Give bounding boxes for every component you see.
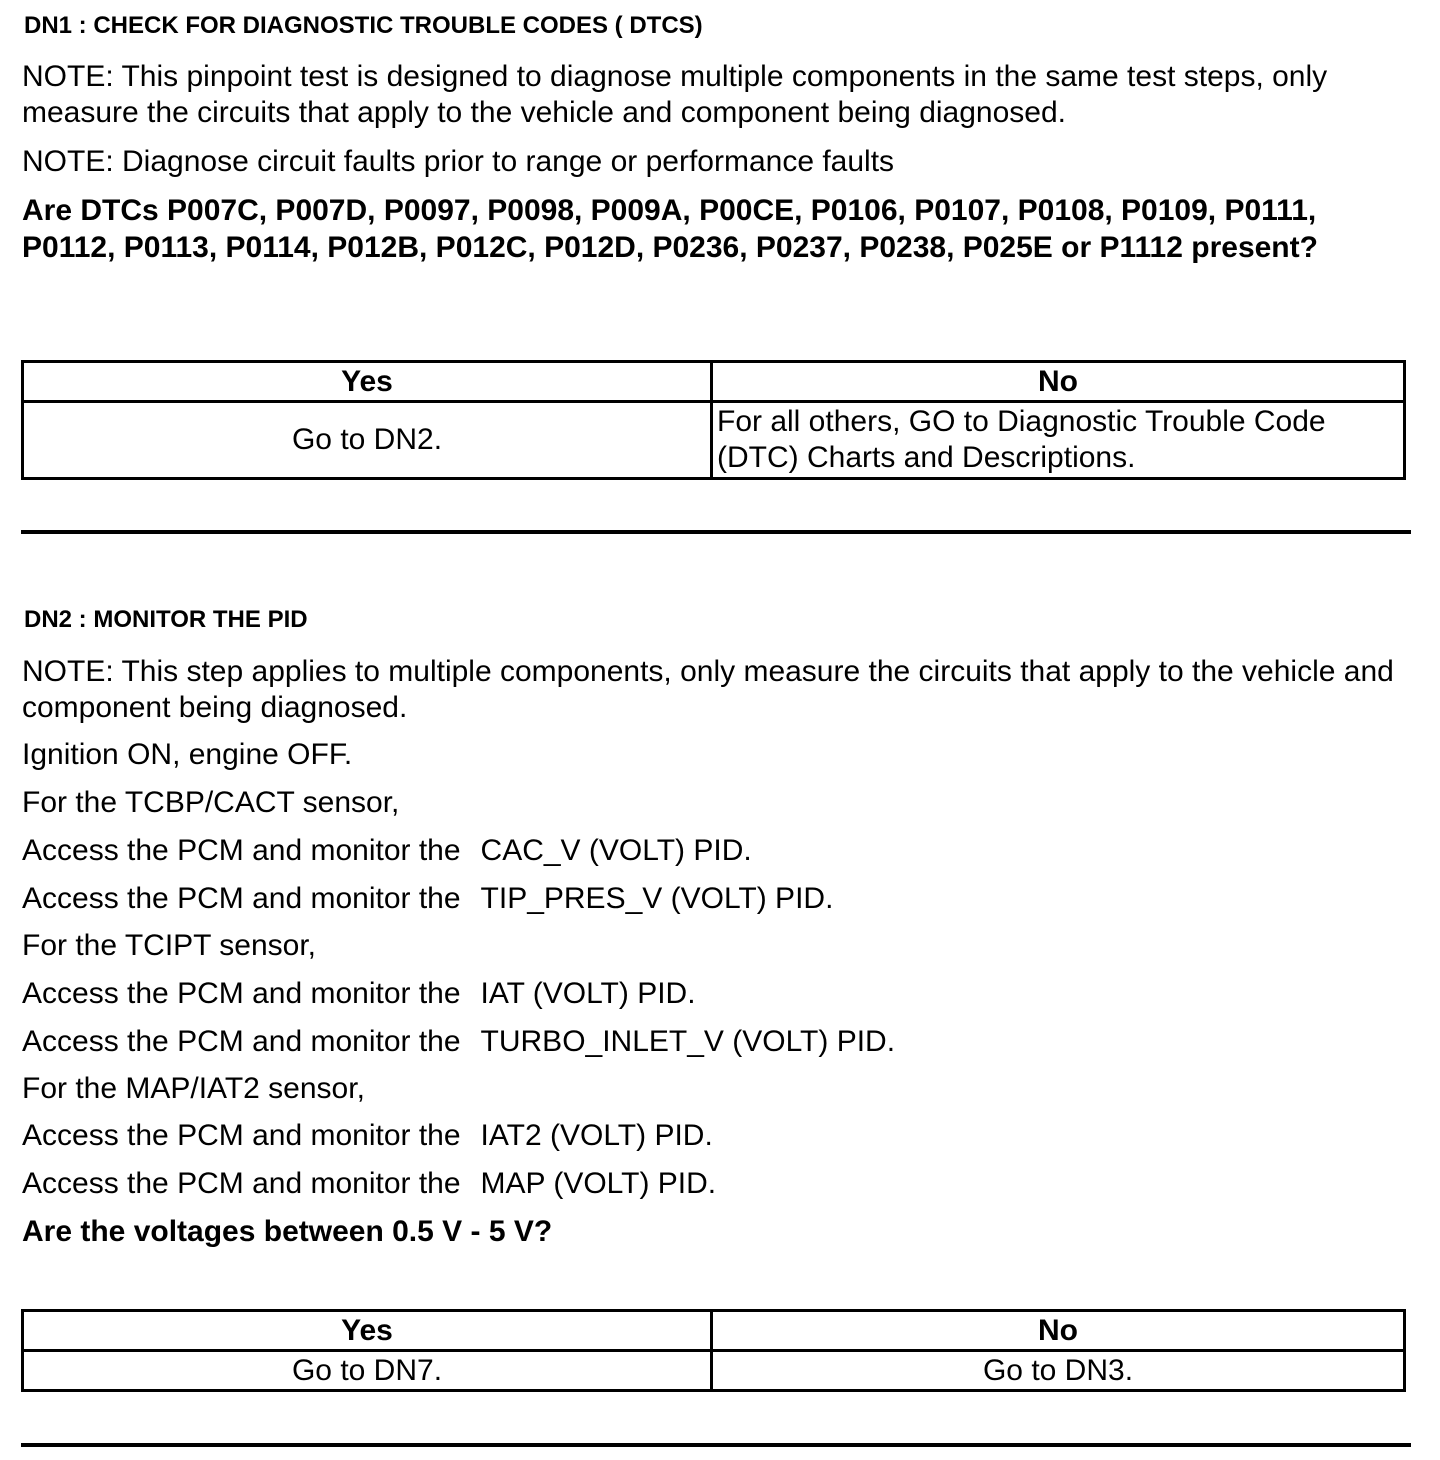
dn1-no-header: No [712,362,1405,402]
dn2-no-header: No [712,1311,1405,1351]
step-prefix: Access the PCM and monitor the [22,882,461,915]
pid-name: MAP (VOLT) PID. [480,1167,717,1200]
dn2-table-header-row [23,1311,1405,1351]
dn2-yes-action: Go to DN7. [23,1351,712,1391]
dn1-yes-header: Yes [23,362,712,402]
section-divider-2 [21,1443,1411,1447]
dn1-note-circuit-faults: NOTE: Diagnose circuit faults prior to range or performance faults [22,145,895,178]
dn2-step-cac-v [22,833,752,869]
dn1-result-table [21,360,1406,480]
section-divider-1 [21,530,1411,534]
dn2-sensor-tcipt: For the TCIPT sensor, [22,929,317,962]
dn2-step-turbo-inlet-v [22,1024,895,1060]
dn1-yes-action: Go to DN2. [23,402,712,479]
pid-name: TIP_PRES_V (VOLT) PID. [480,882,834,915]
dn2-step-map [22,1166,716,1202]
dn1-no-action: For all others, GO to Diagnostic Trouble Code (DTC) Charts and Descriptions. [712,402,1405,479]
step-prefix: Access the PCM and monitor the [22,1025,461,1058]
dn2-sensor-map-iat2: For the MAP/IAT2 sensor, [22,1072,365,1105]
dn1-table-header-row [23,362,1405,402]
dn2-question: Are the voltages between 0.5 V - 5 V? [22,1215,553,1248]
dn2-step-tip-pres-v [22,881,833,917]
dn1-question: Are DTCs P007C, P007D, P0097, P0098, P009A, P00CE, P0106, P0107, P0108, P0109, P0111, P0112, P0113, P0114, P012B, P012C, P012D, P0236, P0237, P0238, P025E or P1112 present? [22,194,1318,264]
pid-name: CAC_V (VOLT) PID. [480,834,752,867]
dn1-heading: DN1 : CHECK FOR DIAGNOSTIC TROUBLE CODES ( DTCS) [24,12,703,39]
pid-name: TURBO_INLET_V (VOLT) PID. [480,1025,896,1058]
pid-name: IAT2 (VOLT) PID. [480,1119,713,1152]
dn2-heading: DN2 : MONITOR THE PID [24,606,308,633]
dn1-table-action-row [23,402,1405,479]
dn2-step-iat [22,976,696,1012]
dn2-note-multiple-components: NOTE: This step applies to multiple components, only measure the circuits that apply to the vehicle and component being diagnosed. [22,655,1394,724]
step-prefix: Access the PCM and monitor the [22,1167,461,1200]
pid-name: IAT (VOLT) PID. [480,977,696,1010]
dn2-step-iat2 [22,1118,713,1154]
step-prefix: Access the PCM and monitor the [22,1119,461,1152]
dn2-ignition-step: Ignition ON, engine OFF. [22,738,353,771]
dn1-note-multiple-components: NOTE: This pinpoint test is designed to diagnose multiple components in the same test steps, only measure the circuits that apply to the vehicle and component being diagnosed. [22,60,1328,129]
dn2-yes-header: Yes [23,1311,712,1351]
dn2-result-table [21,1309,1406,1392]
dn2-sensor-tcbp-cact: For the TCBP/CACT sensor, [22,786,400,819]
dn2-table-action-row [23,1351,1405,1391]
dn2-no-action: Go to DN3. [712,1351,1405,1391]
step-prefix: Access the PCM and monitor the [22,977,461,1010]
step-prefix: Access the PCM and monitor the [22,834,461,867]
